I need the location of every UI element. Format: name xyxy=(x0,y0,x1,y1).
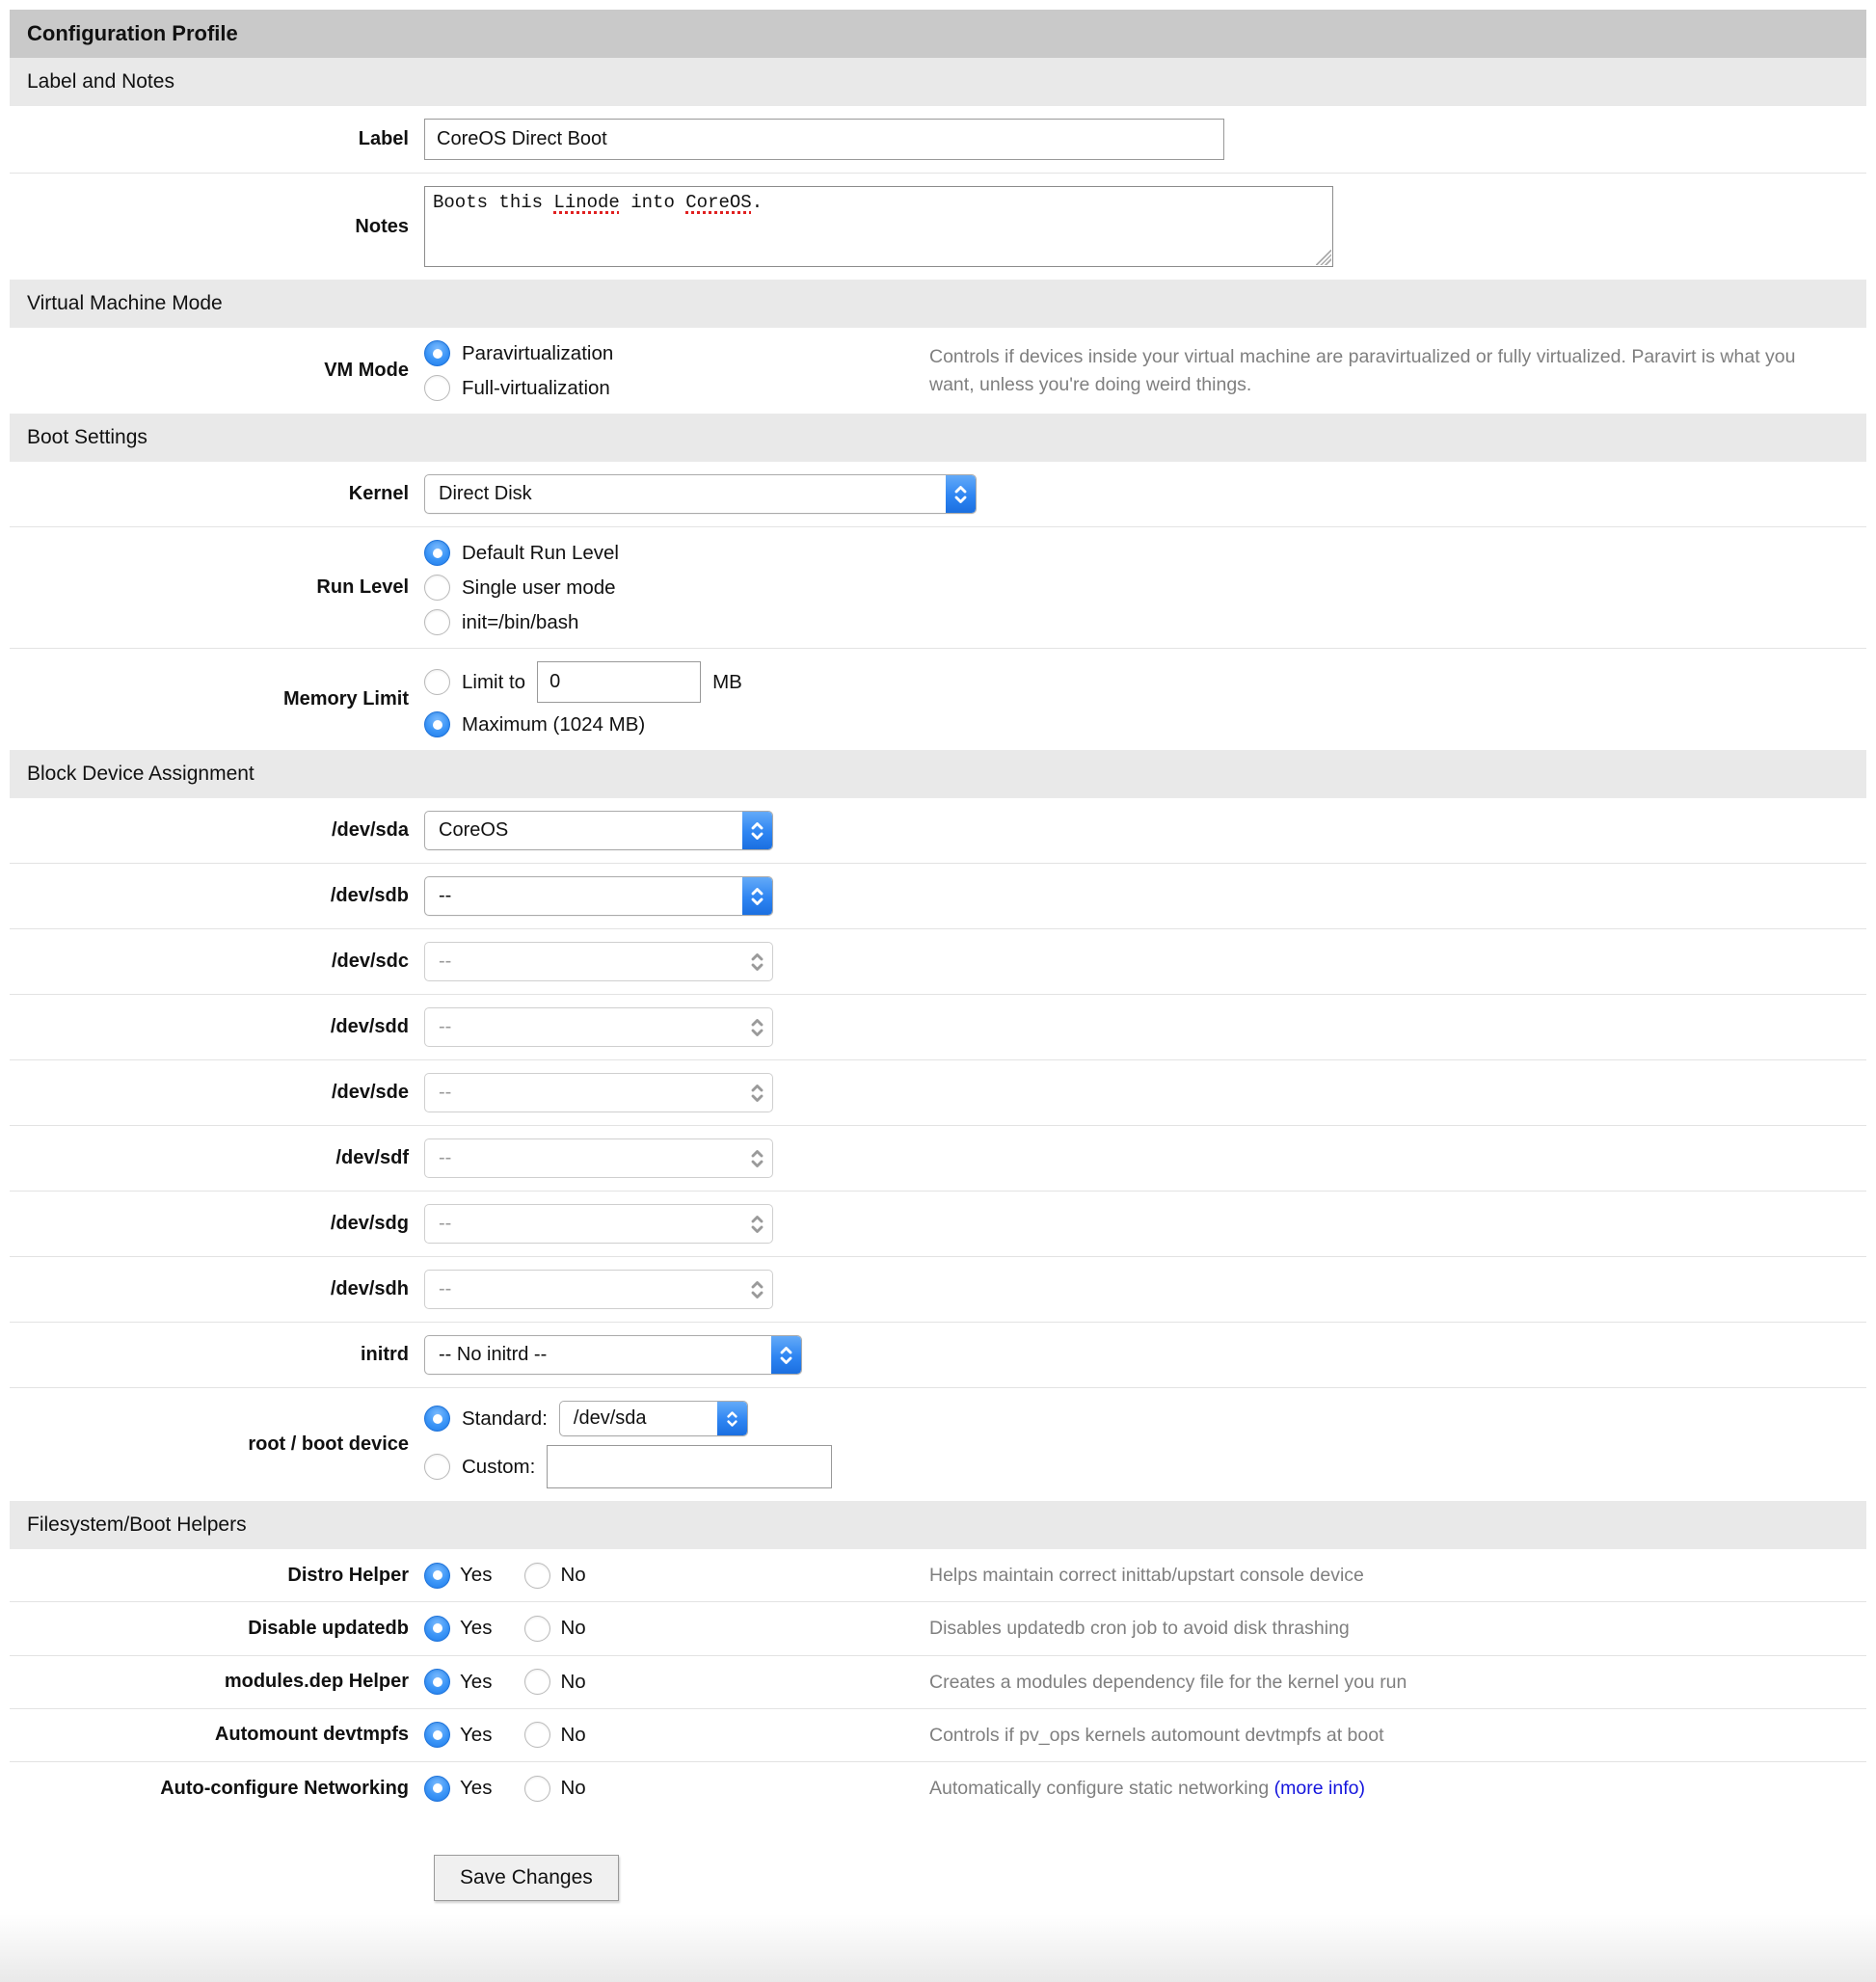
vm-mode-paravirt-label: Paravirtualization xyxy=(462,341,614,364)
run-level-default-label: Default Run Level xyxy=(462,541,619,564)
label-field-label: Label xyxy=(358,128,409,149)
helper-no-radio[interactable] xyxy=(524,1722,550,1748)
helper-yes-radio[interactable] xyxy=(424,1616,450,1642)
select-arrows-icon xyxy=(742,1205,772,1243)
run-level-default-radio[interactable] xyxy=(424,540,450,566)
memory-limit-to-radio[interactable] xyxy=(424,669,450,695)
vm-mode-help: Controls if devices inside your virtual machine are paravirtualized or fully virtualized. Paravirt is what you want, unless you're doing weird things. xyxy=(929,346,1796,395)
helper-label: modules.dep Helper xyxy=(224,1671,409,1693)
select-arrows-icon xyxy=(946,475,976,513)
select-arrows-icon xyxy=(717,1402,747,1435)
helper-label: Disable updatedb xyxy=(248,1617,409,1639)
block-device-row xyxy=(10,1059,1866,1125)
run-level-single-radio[interactable] xyxy=(424,575,450,601)
helper-label: Automount devtmpfs xyxy=(214,1724,409,1746)
memory-limit-to-label: Limit to xyxy=(462,670,526,693)
helper-row xyxy=(10,1601,1866,1654)
notes-field-label: Notes xyxy=(355,215,409,237)
select-arrows-icon xyxy=(742,1074,772,1112)
block-device-row xyxy=(10,994,1866,1059)
section-filesystem-boot-helpers: Filesystem/Boot Helpers xyxy=(10,1501,1866,1549)
device-label: /dev/sdf xyxy=(335,1147,409,1168)
memory-limit-unit: MB xyxy=(712,670,742,693)
memory-limit-row xyxy=(10,648,1866,750)
helper-help: Controls if pv_ops kernels automount devtmpfs at boot xyxy=(929,1724,1384,1746)
section-virtual-machine-mode: Virtual Machine Mode xyxy=(10,280,1866,328)
helper-no-label: No xyxy=(560,1670,586,1693)
helper-label: Distro Helper xyxy=(287,1564,409,1586)
notes-textarea[interactable]: Boots this Linode into CoreOS. xyxy=(424,186,1333,267)
page-bottom-gradient xyxy=(0,1915,1876,1982)
initrd-label: initrd xyxy=(361,1344,409,1365)
helper-yes-radio[interactable] xyxy=(424,1669,450,1695)
section-block-device-assignment: Block Device Assignment xyxy=(10,750,1866,798)
block-device-row xyxy=(10,928,1866,994)
device-select[interactable]: -- xyxy=(424,942,773,981)
kernel-select[interactable]: Direct Disk xyxy=(424,474,977,514)
helper-help: Helps maintain correct inittab/upstart console device xyxy=(929,1565,1364,1586)
device-select[interactable]: -- xyxy=(424,876,773,916)
run-level-initbash-radio[interactable] xyxy=(424,609,450,635)
helper-no-label: No xyxy=(560,1723,586,1746)
helper-no-radio[interactable] xyxy=(524,1563,550,1589)
notes-row xyxy=(10,173,1866,280)
page-title: Configuration Profile xyxy=(10,10,1866,58)
device-select[interactable]: CoreOS xyxy=(424,811,773,850)
helper-row xyxy=(10,1549,1866,1601)
helper-no-label: No xyxy=(560,1564,586,1587)
label-row xyxy=(10,106,1866,173)
helper-yes-label: Yes xyxy=(460,1670,493,1693)
helper-no-radio[interactable] xyxy=(524,1776,550,1802)
helper-no-label: No xyxy=(560,1777,586,1800)
memory-maximum-label: Maximum (1024 MB) xyxy=(462,712,646,736)
helper-help: Disables updatedb cron job to avoid disk thrashing xyxy=(929,1618,1350,1640)
root-standard-label: Standard: xyxy=(462,1406,548,1430)
helper-yes-label: Yes xyxy=(460,1564,493,1587)
device-label: /dev/sdd xyxy=(330,1016,409,1037)
vm-mode-paravirt-radio[interactable] xyxy=(424,340,450,366)
label-input[interactable] xyxy=(424,119,1224,160)
helper-row xyxy=(10,1761,1866,1814)
memory-limit-label: Memory Limit xyxy=(282,688,409,710)
block-device-row xyxy=(10,863,1866,928)
helper-yes-label: Yes xyxy=(460,1723,493,1746)
vm-mode-fullvirt-label: Full-virtualization xyxy=(462,376,610,399)
select-arrows-icon xyxy=(742,1008,772,1046)
save-changes-button[interactable]: Save Changes xyxy=(434,1855,619,1901)
run-level-label: Run Level xyxy=(316,576,409,598)
run-level-initbash-label: init=/bin/bash xyxy=(462,610,579,633)
helper-yes-radio[interactable] xyxy=(424,1563,450,1589)
resize-handle-icon[interactable] xyxy=(1316,250,1331,265)
run-level-single-label: Single user mode xyxy=(462,576,616,599)
helper-row xyxy=(10,1655,1866,1708)
helper-no-radio[interactable] xyxy=(524,1616,550,1642)
root-standard-radio[interactable] xyxy=(424,1406,450,1432)
vm-mode-row xyxy=(10,328,1866,414)
root-custom-radio[interactable] xyxy=(424,1454,450,1480)
section-label-and-notes: Label and Notes xyxy=(10,58,1866,106)
helper-help: Creates a modules dependency file for the kernel you run xyxy=(929,1671,1407,1693)
root-boot-device-label: root / boot device xyxy=(248,1433,409,1455)
kernel-row xyxy=(10,462,1866,526)
select-arrows-icon xyxy=(742,877,772,915)
helper-row xyxy=(10,1708,1866,1761)
device-label: /dev/sdg xyxy=(330,1213,409,1234)
helper-no-label: No xyxy=(560,1617,586,1640)
memory-maximum-radio[interactable] xyxy=(424,711,450,737)
block-device-row xyxy=(10,1125,1866,1191)
block-device-row xyxy=(10,1256,1866,1322)
device-select[interactable]: -- xyxy=(424,1204,773,1244)
helper-label: Auto-configure Networking xyxy=(160,1777,409,1799)
block-device-row xyxy=(10,1191,1866,1256)
device-select[interactable]: -- xyxy=(424,1270,773,1309)
device-select[interactable]: -- xyxy=(424,1007,773,1047)
kernel-label: Kernel xyxy=(348,483,409,504)
device-label: /dev/sdh xyxy=(330,1278,409,1299)
root-custom-label: Custom: xyxy=(462,1455,536,1478)
helper-yes-radio[interactable] xyxy=(424,1722,450,1748)
device-select[interactable]: -- xyxy=(424,1138,773,1178)
run-level-row xyxy=(10,526,1866,648)
helper-yes-label: Yes xyxy=(460,1777,493,1800)
select-arrows-icon xyxy=(742,1271,772,1308)
select-arrows-icon xyxy=(742,943,772,980)
device-label: /dev/sdb xyxy=(330,885,409,906)
helper-yes-label: Yes xyxy=(460,1617,493,1640)
device-label: /dev/sdc xyxy=(331,951,409,972)
more-info-link[interactable]: (more info) xyxy=(1273,1778,1365,1800)
select-arrows-icon xyxy=(771,1336,801,1374)
initrd-select[interactable]: -- No initrd -- xyxy=(424,1335,802,1375)
vm-mode-fullvirt-radio[interactable] xyxy=(424,375,450,401)
helper-help: Automatically configure static networking (more info) xyxy=(929,1778,1365,1800)
device-label: /dev/sda xyxy=(331,819,409,841)
select-arrows-icon xyxy=(742,1139,772,1177)
select-arrows-icon xyxy=(742,812,772,849)
root-boot-device-row xyxy=(10,1387,1866,1501)
section-boot-settings: Boot Settings xyxy=(10,414,1866,462)
memory-limit-input[interactable] xyxy=(537,661,701,703)
helper-yes-radio[interactable] xyxy=(424,1776,450,1802)
initrd-row xyxy=(10,1323,1866,1387)
device-label: /dev/sde xyxy=(331,1082,409,1103)
vm-mode-label: VM Mode xyxy=(324,360,409,381)
helper-no-radio[interactable] xyxy=(524,1669,550,1695)
block-device-row xyxy=(10,798,1866,863)
root-standard-select[interactable]: /dev/sda xyxy=(559,1401,748,1436)
root-custom-input[interactable] xyxy=(547,1445,832,1488)
device-select[interactable]: -- xyxy=(424,1073,773,1112)
